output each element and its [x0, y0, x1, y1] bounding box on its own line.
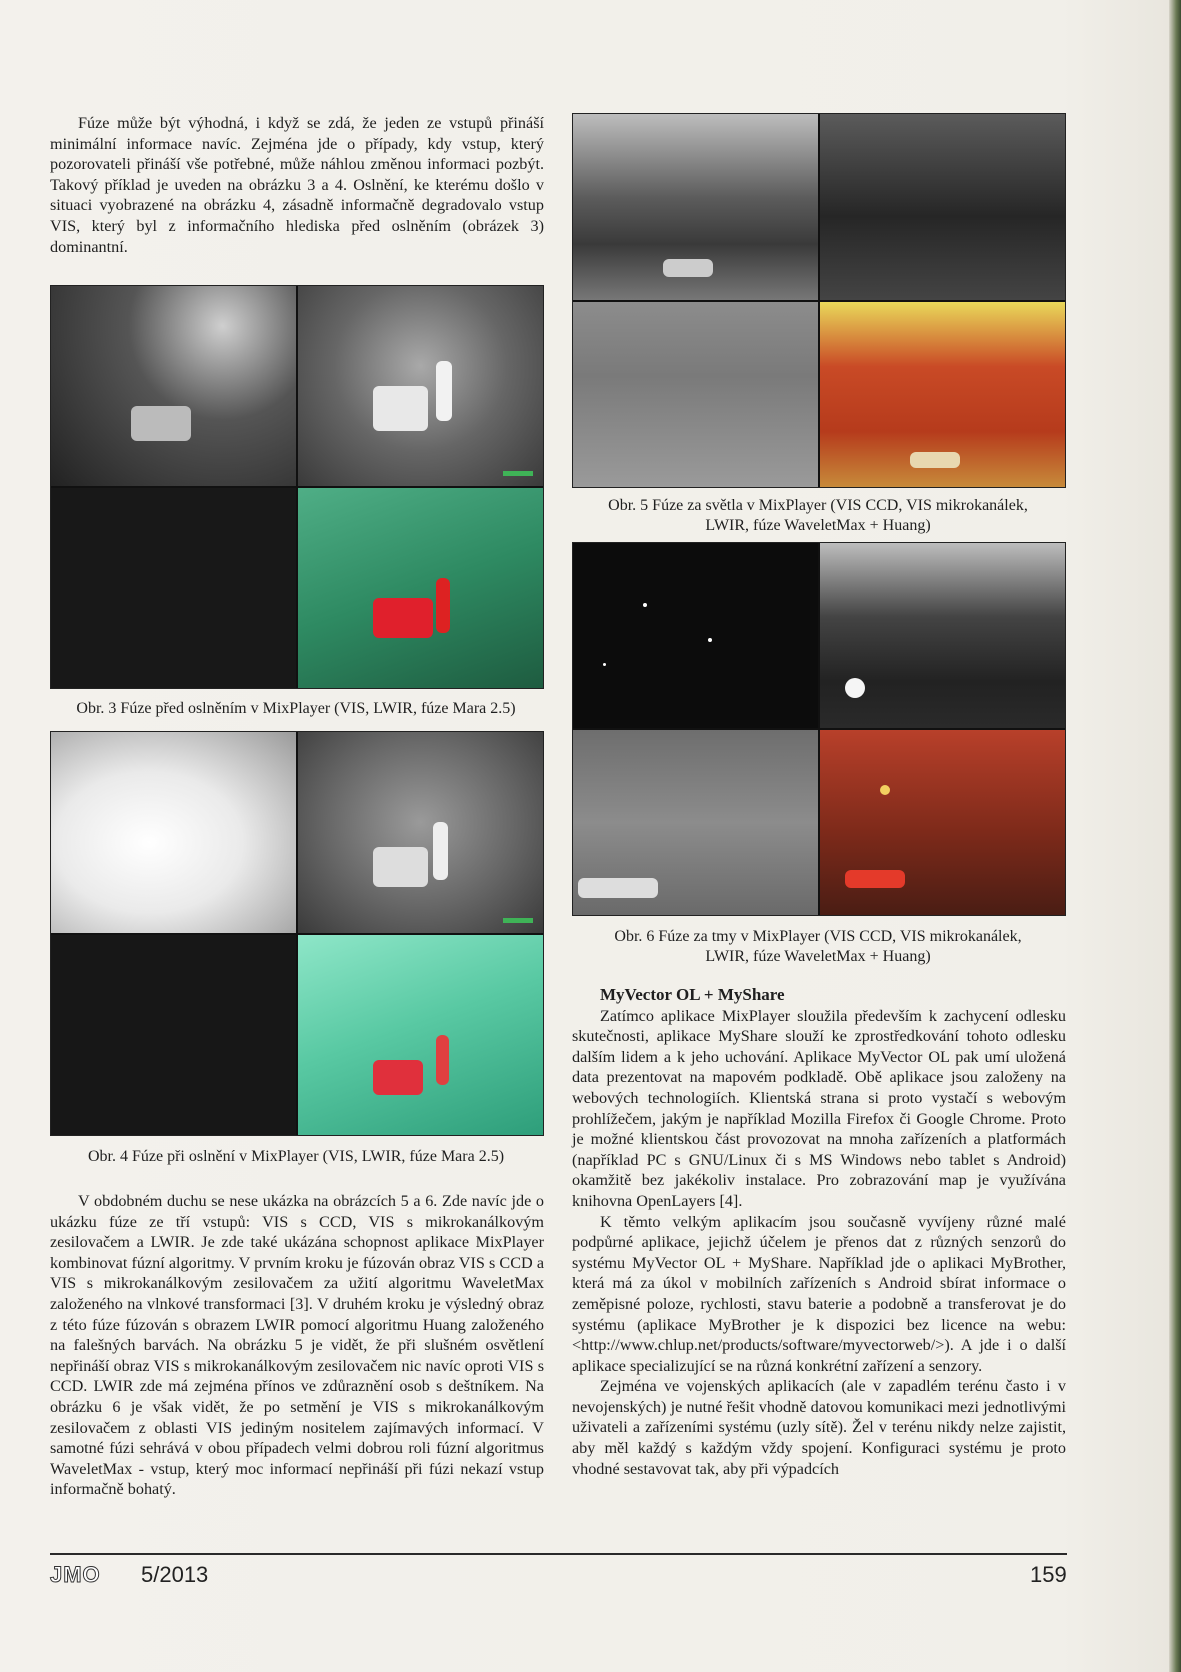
- figure-6: [572, 542, 1066, 916]
- figure-4-caption: Obr. 4 Fúze při oslnění v MixPlayer (VIS, LWIR, fúze Mara 2.5): [87, 1148, 505, 1165]
- figure-5-panel-vis-ccd: [573, 114, 818, 300]
- figure-4: [50, 731, 544, 1136]
- figure-6-panel-lwir: [573, 730, 818, 915]
- figure-6-panel-vis-ccd: [573, 543, 818, 728]
- figure-3-panel-lwir: [298, 286, 543, 486]
- figure-5-panel-vis-microchannel: [820, 114, 1065, 300]
- figure-3-panel-vis: [51, 286, 296, 486]
- figure-5-caption-line-1: Obr. 5 Fúze za světla v MixPlayer (VIS CCD, VIS mikrokanálek,: [608, 497, 1028, 514]
- figure-5-caption: [572, 496, 1064, 536]
- figure-4-panel-vis-dazzled: [51, 732, 296, 933]
- figure-4-panel-lwir: [298, 732, 543, 933]
- intro-paragraph-block: [50, 113, 544, 257]
- issue-number: 5/2013: [141, 1562, 209, 1587]
- figure-5: [572, 113, 1066, 488]
- figure-6-caption-line-1: Obr. 6 Fúze za tmy v MixPlayer (VIS CCD, VIS mikrokanálek,: [614, 928, 1022, 945]
- right-paragraph-2: K těmto velkým aplikacím jsou současně vyvíjeny různé malé podpůrné aplikace, jejichž účelem je přenos dat z různých senzorů do systému MyVector OL + MyShare. Například jde o aplikaci MyBrother, která má za úkol v mobilních zařízeních s Android sbírat informace o zeměpisné poloze, rychlosti, stavu baterie a podobně a transferovat je do systému (aplikace MyBrother je k dispozici bez licence na webu: <http://www.chlup.net/products/software/myvectorweb/>). A jde i o další aplikace specializující se na různá konkrétní zařízení a senzory.: [572, 1212, 1066, 1375]
- footer-rule: [50, 1553, 1067, 1555]
- page-number: 159: [1030, 1562, 1067, 1587]
- figure-3-panel-empty: [51, 488, 296, 688]
- figure-6-caption: [572, 927, 1064, 967]
- journal-logo: JMO: [50, 1562, 101, 1587]
- figure-3-caption: Obr. 3 Fúze před oslněním v MixPlayer (VIS, LWIR, fúze Mara 2.5): [76, 700, 516, 717]
- intro-paragraph: Fúze může být výhodná, i když se zdá, že jeden ze vstupů přináší minimální informace navíc. Zejména jde o případy, kdy vstup, který pozorovateli přináší vše potřebné, může náhlou změnou informaci pozbýt. Takový příklad je uveden na obrázku 3 a 4. Oslnění, ke kterému došlo v situaci vyobrazené na obrázku 4, zásadně informačně degradovalo vstup VIS, který byl z informačního hlediska před oslněním (obrázek 3) dominantní.: [50, 114, 544, 256]
- section-title: MyVector OL + MyShare: [600, 985, 785, 1004]
- right-paragraph-1: Zatímco aplikace MixPlayer sloužila především k zachycení odlesku skutečnosti, aplikace MyShare slouží ke zprostředkování tohoto odlesku dalším lidem a k jeho uchování. Aplikace MyVector OL pak umí uložená data prezentovat na mapovém podkladě. Obě aplikace jsou založeny na webových technologiích. Klientská strana si proto vystačí s webovým prohlížečem, jakým je například Mozilla Firefox či Google Chrome. Proto je možné klientskou část provozovat na mnoha zařízeních a platformách (například PC s GNU/Linux či s MS Windows nebo tablet s Android) okamžitě bez jakékoliv instalace. Pro zobrazování map je využívána knihovna OpenLayers [4].: [572, 1006, 1066, 1210]
- figure-6-caption-line-2: LWIR, fúze WaveletMax + Huang): [705, 948, 931, 965]
- page-edge-decoration: [1169, 0, 1181, 1672]
- left-body-block: [50, 1191, 544, 1500]
- figure-5-panel-fusion: [820, 302, 1065, 488]
- figure-5-panel-lwir: [573, 302, 818, 488]
- figure-4-panel-empty: [51, 935, 296, 1136]
- figure-4-panel-fusion: [298, 935, 543, 1136]
- right-body-block: [572, 985, 1066, 1479]
- figure-6-panel-fusion: [820, 730, 1065, 915]
- figure-5-caption-line-2: LWIR, fúze WaveletMax + Huang): [705, 517, 931, 534]
- left-body-paragraph: V obdobném duchu se nese ukázka na obrázcích 5 a 6. Zde navíc jde o ukázku fúze ze tří vstupů: VIS s CCD, VIS s mikrokanálkovým zesilovačem a LWIR. Je zde také ukázána schopnost aplikace MixPlayer kombinovat fúzní algoritmy. V prvním kroku je fúzován obraz VIS s CCD a VIS s mikrokanálkovým zesilovačem za užití algoritmu WaveletMax založeného na vlnkové transformaci [3]. V druhém kroku je výsledný obraz z této fúze fúzován s obrazem LWIR pomocí algoritmu Huang založeného na falešných barvách. Na obrázku 5 je vidět, že při slušném osvětlení nepřináší obraz VIS s mikrokanálkovým zesilovačem nic navíc oproti VIS s CCD. LWIR zde má zejména přínos ve zdůraznění osob s deštníkem. Na obrázku 6 je však vidět, že po setmění je VIS s mikrokanálkovým zesilovačem z oblasti VIS jediným nositelem zajímavých informací. V samotné fúzi sehrává v obou případech velmi dobrou roli fúzní algoritmus WaveletMax - vstup, který moc informací nepřináší při fúzi nekazí vstup informačně bohatý.: [50, 1192, 544, 1499]
- figure-3: [50, 285, 544, 689]
- figure-6-panel-vis-microchannel: [820, 543, 1065, 728]
- right-paragraph-3: Zejména ve vojenských aplikacích (ale v zapadlém terénu často i v nevojenských) je nutné řešit vhodně datovou komunikaci mezi jednotlivými uživateli a zařízeními systému (uzly sítě). Žel v terénu nikdy nelze zajistit, aby měl každý s každým vždy spojení. Konfiguraci systému je proto vhodné sestavovat tak, aby při výpadcích: [572, 1377, 1066, 1478]
- figure-3-panel-fusion: [298, 488, 543, 688]
